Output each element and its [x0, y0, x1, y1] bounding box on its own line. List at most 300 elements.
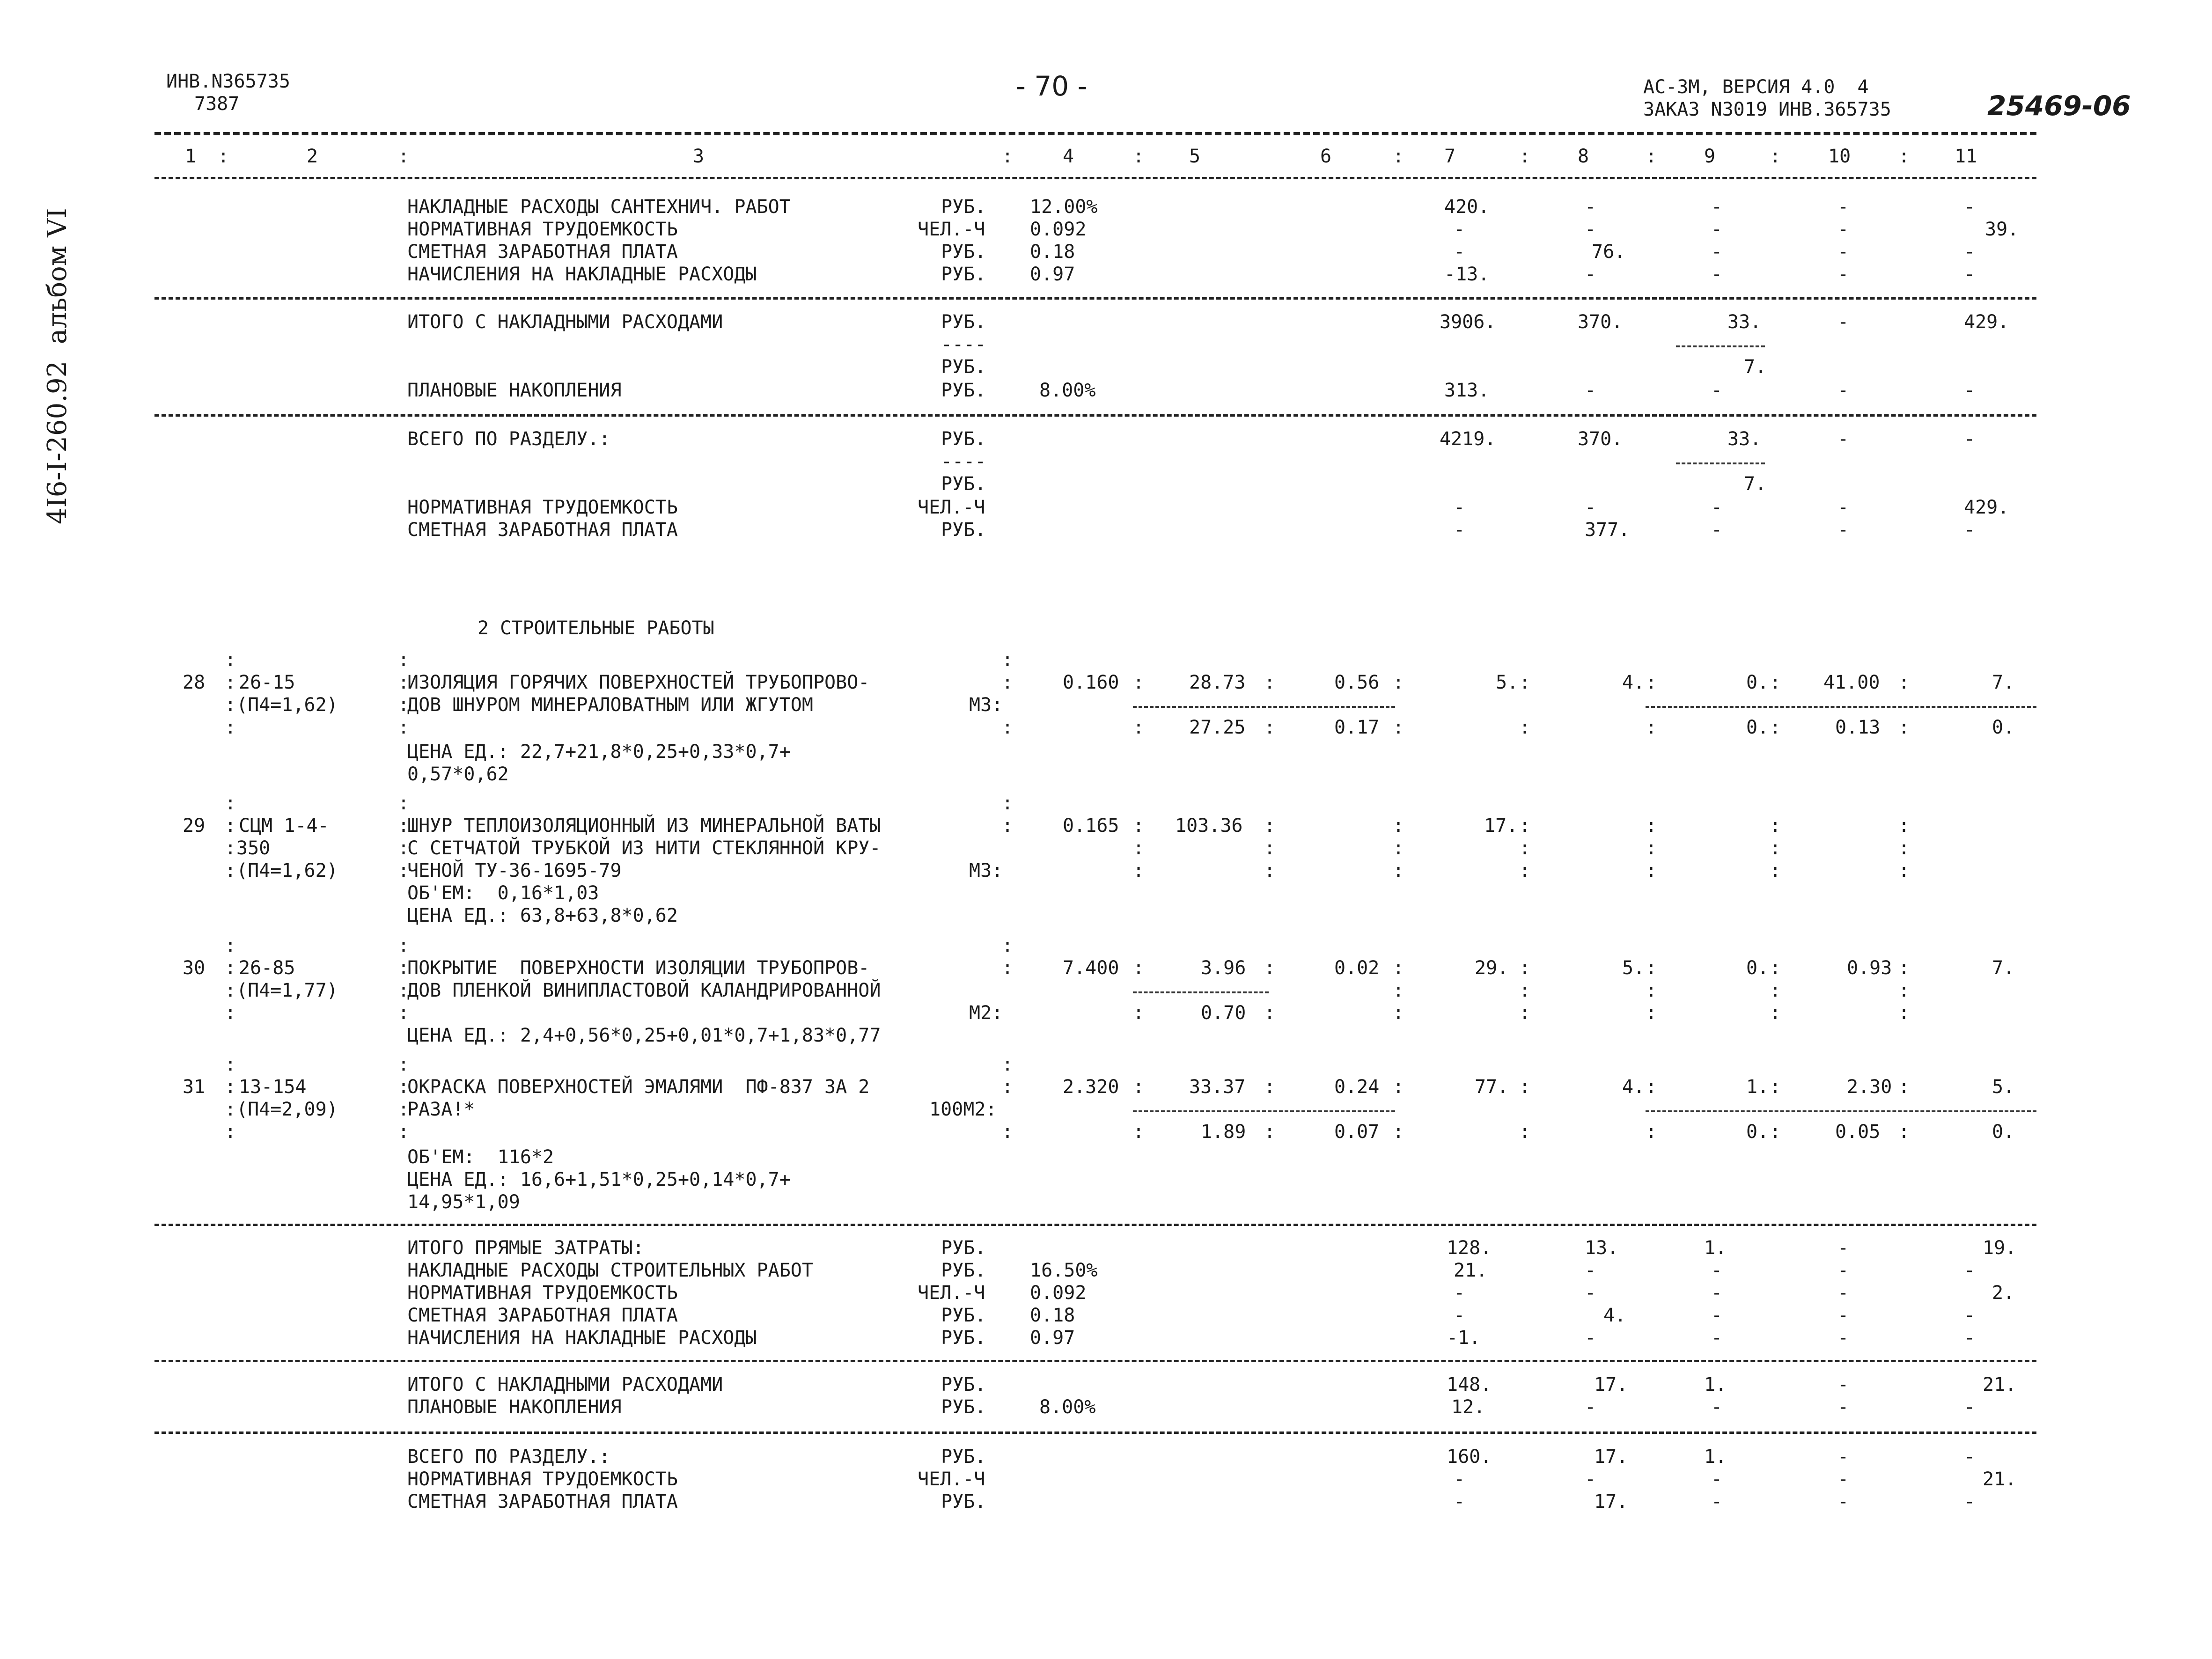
item-c4: 0.160	[1063, 672, 1119, 693]
row-c10: -	[1837, 519, 1849, 541]
col-sep: :	[1770, 1002, 1781, 1024]
row-rate: 8.00%	[1039, 380, 1096, 401]
col-sep: :	[398, 1121, 410, 1143]
item-unit: 100М2:	[929, 1099, 997, 1120]
item-note: 14,95*1,09	[407, 1191, 520, 1213]
row-c10: -	[1837, 1282, 1849, 1304]
divider	[1133, 1110, 1395, 1112]
col-10: 10	[1828, 146, 1851, 167]
row-unit: РУБ.	[941, 1396, 986, 1418]
row-c9: -	[1711, 264, 1723, 285]
item-code: 26-85	[239, 957, 295, 979]
item-note: ЦЕНА ЕД.: 16,6+1,51*0,25+0,14*0,7+	[407, 1169, 791, 1190]
col-sep: :	[1646, 1076, 1657, 1098]
item-c4: 0.165	[1063, 815, 1119, 837]
row-c7: 128.	[1447, 1237, 1492, 1259]
row-c9: -	[1711, 219, 1723, 240]
col-sep: :	[1646, 717, 1657, 738]
col-sep: :	[225, 793, 236, 814]
row-c9: -	[1711, 1260, 1723, 1281]
row-c8: -	[1585, 1260, 1596, 1281]
item-c10: 0.13	[1835, 717, 1881, 738]
col-sep: :	[1393, 1076, 1404, 1098]
item-number: 30	[183, 957, 206, 979]
col-sep: :	[225, 672, 236, 693]
divider	[1676, 462, 1765, 464]
row-label: ПЛАНОВЫЕ НАКОПЛЕНИЯ	[407, 380, 622, 401]
item-code: СЦМ 1-4-	[239, 815, 329, 837]
col-sep: :	[1133, 1121, 1145, 1143]
row-c8: -	[1585, 380, 1596, 401]
col-7: 7	[1444, 146, 1456, 167]
row-c11: -	[1964, 1396, 1976, 1418]
item-note: ОБ'ЕМ: 0,16*1,03	[407, 882, 599, 904]
col-sep: :	[1646, 815, 1657, 837]
col-sep: :	[1133, 1002, 1145, 1024]
col-4: 4	[1063, 146, 1074, 167]
col-sep: :	[1393, 957, 1404, 979]
item-c4: 2.320	[1063, 1076, 1119, 1098]
col-sep: :	[1898, 860, 1910, 881]
row-label: ВСЕГО ПО РАЗДЕЛУ.:	[407, 1446, 610, 1468]
col-sep: :	[398, 815, 410, 837]
col-sep: :	[1002, 649, 1014, 671]
item-number: 31	[183, 1076, 206, 1098]
col-sep: :	[1770, 815, 1781, 837]
col-sep: :	[1264, 1076, 1276, 1098]
item-number: 29	[183, 815, 206, 837]
col-sep: :	[1898, 1076, 1910, 1098]
col-6: 6	[1320, 146, 1332, 167]
col-1: 1	[185, 146, 197, 167]
col-sep: :	[225, 694, 236, 716]
section-title: 2 СТРОИТЕЛЬНЫЕ РАБОТЫ	[478, 617, 714, 639]
col-sep: :	[1393, 1121, 1404, 1143]
item-c9: 0.	[1746, 957, 1769, 979]
col-sep: :	[1002, 1121, 1014, 1143]
col-sep: :	[1002, 717, 1014, 738]
col-sep: :	[1264, 1002, 1276, 1024]
col-sep: :	[1646, 1002, 1657, 1024]
col-sep: :	[1264, 717, 1276, 738]
row-c8: 13.	[1585, 1237, 1619, 1259]
item-c5: 3.96	[1201, 957, 1246, 979]
col-3: 3	[693, 146, 705, 167]
item-c6: 0.56	[1334, 672, 1380, 693]
col-sep: :	[398, 837, 410, 859]
row-c9: -	[1711, 1396, 1723, 1418]
row-c10: -	[1837, 1468, 1849, 1490]
row-c9: 1.	[1704, 1374, 1727, 1395]
col-sep: :	[225, 1002, 236, 1024]
col-sep: :	[1519, 957, 1531, 979]
item-c11: 5.	[1992, 1076, 2015, 1098]
col-sep: :	[1646, 860, 1657, 881]
row-label: ИТОГО С НАКЛАДНЫМИ РАСХОДАМИ	[407, 311, 723, 333]
row-label: НАКЛАДНЫЕ РАСХОДЫ САНТЕХНИЧ. РАБОТ	[407, 196, 791, 218]
col-sep: :	[398, 672, 410, 693]
item-c5: 33.37	[1189, 1076, 1246, 1098]
col-9: 9	[1704, 146, 1716, 167]
col-sep: :	[1519, 1121, 1531, 1143]
divider	[154, 1360, 2036, 1362]
row-c11: 21.	[1983, 1374, 2017, 1395]
row-c8: 370.	[1578, 311, 1623, 333]
col-sep: :	[1770, 980, 1781, 1001]
col-sep: :	[1133, 717, 1145, 738]
col-sep: :	[1264, 957, 1276, 979]
item-c8: 5.	[1622, 957, 1645, 979]
col-sep: :	[1519, 837, 1531, 859]
item-c6: 0.07	[1334, 1121, 1380, 1143]
row-rate: 0.092	[1030, 219, 1087, 240]
col-sep: :	[1393, 672, 1404, 693]
col-sep: :	[1264, 815, 1276, 837]
col-sep: :	[1002, 146, 1014, 167]
row-c7: -	[1454, 497, 1465, 518]
row-c10: -	[1837, 1305, 1849, 1326]
divider	[1676, 345, 1765, 347]
row-c7: -13.	[1444, 264, 1490, 285]
row-c11: -	[1964, 1491, 1976, 1512]
col-sep: :	[1519, 717, 1531, 738]
row-c10: -	[1837, 241, 1849, 263]
row-c8: -	[1585, 1468, 1596, 1490]
row-c10: -	[1837, 1260, 1849, 1281]
col-sep: :	[1646, 146, 1657, 167]
divider	[154, 414, 2036, 417]
item-c10: 41.00	[1823, 672, 1880, 693]
col-sep: :	[398, 694, 410, 716]
row-c9: -	[1711, 241, 1723, 263]
col-sep: :	[1002, 1076, 1014, 1098]
program-version: АС-3М, ВЕРСИЯ 4.0 4	[1643, 76, 1869, 98]
row-c10: -	[1837, 1327, 1849, 1349]
col-sep: :	[1770, 672, 1781, 693]
row-c11: -	[1964, 1260, 1976, 1281]
row-label: СМЕТНАЯ ЗАРАБОТНАЯ ПЛАТА	[407, 1491, 678, 1512]
col-sep: :	[398, 793, 410, 814]
col-sep: :	[1393, 717, 1404, 738]
row-unit: РУБ.	[941, 1491, 986, 1512]
item-c6: 0.24	[1334, 1076, 1380, 1098]
divider	[154, 1431, 2036, 1434]
row-label: НОРМАТИВНАЯ ТРУДОЕМКОСТЬ	[407, 497, 678, 518]
col-sep: :	[1264, 860, 1276, 881]
row-c9: -	[1711, 1305, 1723, 1326]
row-c11: 19.	[1983, 1237, 2017, 1259]
item-c11: 7.	[1992, 672, 2015, 693]
col-sep: :	[225, 980, 236, 1001]
col-sep: :	[1770, 837, 1781, 859]
row-c7: -	[1454, 1468, 1465, 1490]
row-c9: -	[1711, 1491, 1723, 1512]
row-label: НАЧИСЛЕНИЯ НА НАКЛАДНЫЕ РАСХОДЫ	[407, 1327, 757, 1349]
row-c10: -	[1837, 219, 1849, 240]
row-unit: РУБ.	[941, 380, 986, 401]
col-sep: :	[1133, 146, 1145, 167]
row-c8: -	[1585, 264, 1596, 285]
item-note: ЦЕНА ЕД.: 22,7+21,8*0,25+0,33*0,7+	[407, 741, 791, 763]
row-label: НАЧИСЛЕНИЯ НА НАКЛАДНЫЕ РАСХОДЫ	[407, 264, 757, 285]
item-coef: (П4=1,77)	[236, 980, 338, 1001]
row-c11: 429.	[1964, 311, 2009, 333]
col-2: 2	[307, 146, 318, 167]
item-c9: 0.	[1746, 717, 1769, 738]
row-c9: 1.	[1704, 1446, 1727, 1468]
document-code: 7387	[194, 93, 240, 115]
item-c7: 29.	[1475, 957, 1509, 979]
row-dashes: ----	[941, 451, 986, 472]
row-c8: 370.	[1578, 428, 1623, 450]
row-c9: 33.	[1727, 428, 1762, 450]
col-sep: :	[1519, 980, 1531, 1001]
item-c11: 0.	[1992, 717, 2015, 738]
row-c10: -	[1837, 264, 1849, 285]
item-code: 13-154	[239, 1076, 307, 1098]
col-sep: :	[1002, 957, 1014, 979]
col-sep: :	[1133, 815, 1145, 837]
col-sep: :	[1519, 860, 1531, 881]
col-sep: :	[1393, 837, 1404, 859]
col-sep: :	[1898, 815, 1910, 837]
col-sep: :	[398, 860, 410, 881]
row-c10: -	[1837, 1237, 1849, 1259]
row-c11: 429.	[1964, 497, 2009, 518]
item-coef: (П4=1,62)	[236, 694, 338, 716]
row-c11: -	[1964, 1305, 1976, 1326]
row-label: НОРМАТИВНАЯ ТРУДОЕМКОСТЬ	[407, 1468, 678, 1490]
col-sep: :	[1770, 146, 1781, 167]
col-sep: :	[1898, 717, 1910, 738]
divider	[154, 132, 2036, 135]
col-sep: :	[1646, 980, 1657, 1001]
item-desc: ДОВ ПЛЕНКОЙ ВИНИПЛАСТОВОЙ КАЛАНДРИРОВАННОЙ	[407, 980, 881, 1001]
col-sep: :	[1002, 935, 1014, 956]
row-c8: -	[1585, 1396, 1596, 1418]
row-c8: 17.	[1594, 1374, 1628, 1395]
row-c11: -	[1964, 519, 1976, 541]
page-number: - 70 -	[1016, 70, 1088, 102]
col-sep: :	[1898, 837, 1910, 859]
col-sep: :	[225, 1076, 236, 1098]
row-c11: 39.	[1985, 219, 2019, 240]
col-sep: :	[1770, 860, 1781, 881]
row-label: СМЕТНАЯ ЗАРАБОТНАЯ ПЛАТА	[407, 1305, 678, 1326]
row-c8: -	[1585, 196, 1596, 218]
item-code: 350	[236, 837, 271, 859]
row-unit: РУБ.	[941, 1305, 986, 1326]
row-c10: -	[1837, 196, 1849, 218]
item-desc: ШНУР ТЕПЛОИЗОЛЯЦИОННЫЙ ИЗ МИНЕРАЛЬНОЙ ВАТЫ	[407, 815, 881, 837]
col-sep: :	[1133, 837, 1145, 859]
item-c7: 77.	[1475, 1076, 1509, 1098]
row-c9: -	[1711, 1468, 1723, 1490]
item-c6: 0.17	[1334, 717, 1380, 738]
col-sep: :	[1770, 717, 1781, 738]
row-unit: РУБ.	[941, 428, 986, 450]
row-c7: -	[1454, 1305, 1465, 1326]
divider	[154, 177, 2036, 179]
col-sep: :	[1646, 957, 1657, 979]
item-desc: РАЗА!*	[407, 1099, 475, 1120]
col-sep: :	[1393, 1002, 1404, 1024]
col-sep: :	[225, 649, 236, 671]
row-unit: РУБ.	[941, 356, 986, 378]
item-code: 26-15	[239, 672, 295, 693]
col-sep: :	[1264, 837, 1276, 859]
row-c7: -	[1454, 1282, 1465, 1304]
col-sep: :	[1646, 1121, 1657, 1143]
row-c11: -	[1964, 264, 1976, 285]
row-unit: ЧЕЛ.-Ч	[918, 1282, 985, 1304]
row-unit: РУБ.	[941, 196, 986, 218]
col-sep: :	[1002, 1054, 1014, 1075]
col-sep: :	[225, 1121, 236, 1143]
row-c11: 2.	[1992, 1282, 2015, 1304]
col-sep: :	[1519, 815, 1531, 837]
row-c9: -	[1711, 380, 1723, 401]
col-sep: :	[225, 815, 236, 837]
row-c10: -	[1837, 311, 1849, 333]
item-note: 0,57*0,62	[407, 763, 509, 785]
item-desc: С СЕТЧАТОЙ ТРУБКОЙ ИЗ НИТИ СТЕКЛЯННОЙ КРУ-	[407, 837, 881, 859]
row-c9: 33.	[1727, 311, 1762, 333]
row-c10: -	[1837, 1396, 1849, 1418]
item-unit: М3:	[969, 694, 1003, 716]
row-label: ИТОГО ПРЯМЫЕ ЗАТРАТЫ:	[407, 1237, 644, 1259]
col-sep: :	[1002, 793, 1014, 814]
row-c9: 7.	[1744, 356, 1767, 378]
row-c9: -	[1711, 519, 1723, 541]
row-unit: ЧЕЛ.-Ч	[918, 219, 985, 240]
col-sep: :	[225, 860, 236, 881]
item-c10: 0.05	[1835, 1121, 1881, 1143]
row-c7: 148.	[1447, 1374, 1492, 1395]
item-note: ЦЕНА ЕД.: 63,8+63,8*0,62	[407, 905, 678, 926]
col-5: 5	[1189, 146, 1201, 167]
item-desc: ДОВ ШНУРОМ МИНЕРАЛОВАТНЫМ ИЛИ ЖГУТОМ	[407, 694, 813, 716]
item-note: ОБ'ЕМ: 116*2	[407, 1146, 554, 1168]
row-unit: РУБ.	[941, 264, 986, 285]
col-sep: :	[398, 957, 410, 979]
row-c11: -	[1964, 380, 1976, 401]
item-c7: 17.	[1484, 815, 1518, 837]
col-sep: :	[225, 1054, 236, 1075]
row-unit: РУБ.	[941, 311, 986, 333]
col-sep: :	[225, 957, 236, 979]
item-c8: 4.	[1622, 672, 1645, 693]
col-sep: :	[1133, 672, 1145, 693]
item-desc: ПОКРЫТИЕ ПОВЕРХНОСТИ ИЗОЛЯЦИИ ТРУБОПРОВ-	[407, 957, 870, 979]
col-sep: :	[1519, 146, 1531, 167]
row-c9: 7.	[1744, 473, 1767, 495]
col-11: 11	[1955, 146, 1977, 167]
col-sep: :	[1133, 860, 1145, 881]
row-label: ВСЕГО ПО РАЗДЕЛУ.:	[407, 428, 610, 450]
row-c9: -	[1711, 196, 1723, 218]
item-c11: 0.	[1992, 1121, 2015, 1143]
col-sep: :	[1519, 1002, 1531, 1024]
col-sep: :	[1519, 672, 1531, 693]
row-c8: 17.	[1594, 1491, 1628, 1512]
row-rate: 0.97	[1030, 1327, 1075, 1349]
col-sep: :	[1898, 146, 1910, 167]
col-sep: :	[1133, 957, 1145, 979]
col-sep: :	[1770, 957, 1781, 979]
order-number: ЗАКАЗ N3019 ИНВ.365735	[1643, 99, 1891, 120]
row-c7: -	[1454, 519, 1465, 541]
item-c9: 0.	[1746, 1121, 1769, 1143]
row-unit: РУБ.	[941, 1374, 986, 1395]
row-c10: -	[1837, 1491, 1849, 1512]
item-coef: (П4=1,62)	[236, 860, 338, 881]
divider	[154, 297, 2036, 300]
row-c9: 1.	[1704, 1237, 1727, 1259]
col-sep: :	[1898, 1002, 1910, 1024]
col-sep: :	[398, 1076, 410, 1098]
col-sep: :	[1646, 672, 1657, 693]
item-desc: ОКРАСКА ПОВЕРХНОСТЕЙ ЭМАЛЯМИ ПФ-837 ЗА 2	[407, 1076, 870, 1098]
item-c6: 0.02	[1334, 957, 1380, 979]
row-label: ИТОГО С НАКЛАДНЫМИ РАСХОДАМИ	[407, 1374, 723, 1395]
row-label: НОРМАТИВНАЯ ТРУДОЕМКОСТЬ	[407, 219, 678, 240]
row-rate: 0.092	[1030, 1282, 1087, 1304]
row-c9: -	[1711, 1327, 1723, 1349]
inventory-number: ИНВ.N365735	[166, 71, 290, 92]
col-sep: :	[398, 1054, 410, 1075]
col-sep: :	[1002, 672, 1014, 693]
row-c7: 21.	[1454, 1260, 1488, 1281]
row-c7: -	[1454, 1491, 1465, 1512]
divider	[1133, 706, 1395, 708]
col-sep: :	[398, 146, 410, 167]
row-unit: ЧЕЛ.-Ч	[918, 1468, 985, 1490]
row-rate: 8.00%	[1039, 1396, 1096, 1418]
item-unit: М2:	[969, 1002, 1003, 1024]
col-sep: :	[1393, 146, 1404, 167]
row-rate: 0.97	[1030, 264, 1075, 285]
row-c7: -	[1454, 241, 1465, 263]
row-c9: -	[1711, 497, 1723, 518]
divider	[1133, 991, 1269, 993]
item-c5: 27.25	[1189, 717, 1246, 738]
col-sep: :	[398, 1002, 410, 1024]
col-sep: :	[1519, 1076, 1531, 1098]
col-sep: :	[1898, 980, 1910, 1001]
row-c7: -1.	[1447, 1327, 1481, 1349]
row-rate: 12.00%	[1030, 196, 1098, 218]
row-c10: -	[1837, 1446, 1849, 1468]
col-sep: :	[1898, 672, 1910, 693]
item-c10: 2.30	[1847, 1076, 1892, 1098]
row-c10: -	[1837, 380, 1849, 401]
row-c8: -	[1585, 497, 1596, 518]
row-dashes: ----	[941, 334, 986, 355]
row-label: СМЕТНАЯ ЗАРАБОТНАЯ ПЛАТА	[407, 519, 678, 541]
item-note: ЦЕНА ЕД.: 2,4+0,56*0,25+0,01*0,7+1,83*0,77	[407, 1025, 881, 1046]
row-c10: -	[1837, 497, 1849, 518]
item-c5: 1.89	[1201, 1121, 1246, 1143]
row-c7: 160.	[1447, 1446, 1492, 1468]
row-c7: 420.	[1444, 196, 1490, 218]
row-c8: 4.	[1603, 1305, 1626, 1326]
row-c8: -	[1585, 1282, 1596, 1304]
col-sep: :	[398, 980, 410, 1001]
row-c7: 313.	[1444, 380, 1490, 401]
item-c5: 28.73	[1189, 672, 1246, 693]
item-unit: М3:	[969, 860, 1003, 881]
